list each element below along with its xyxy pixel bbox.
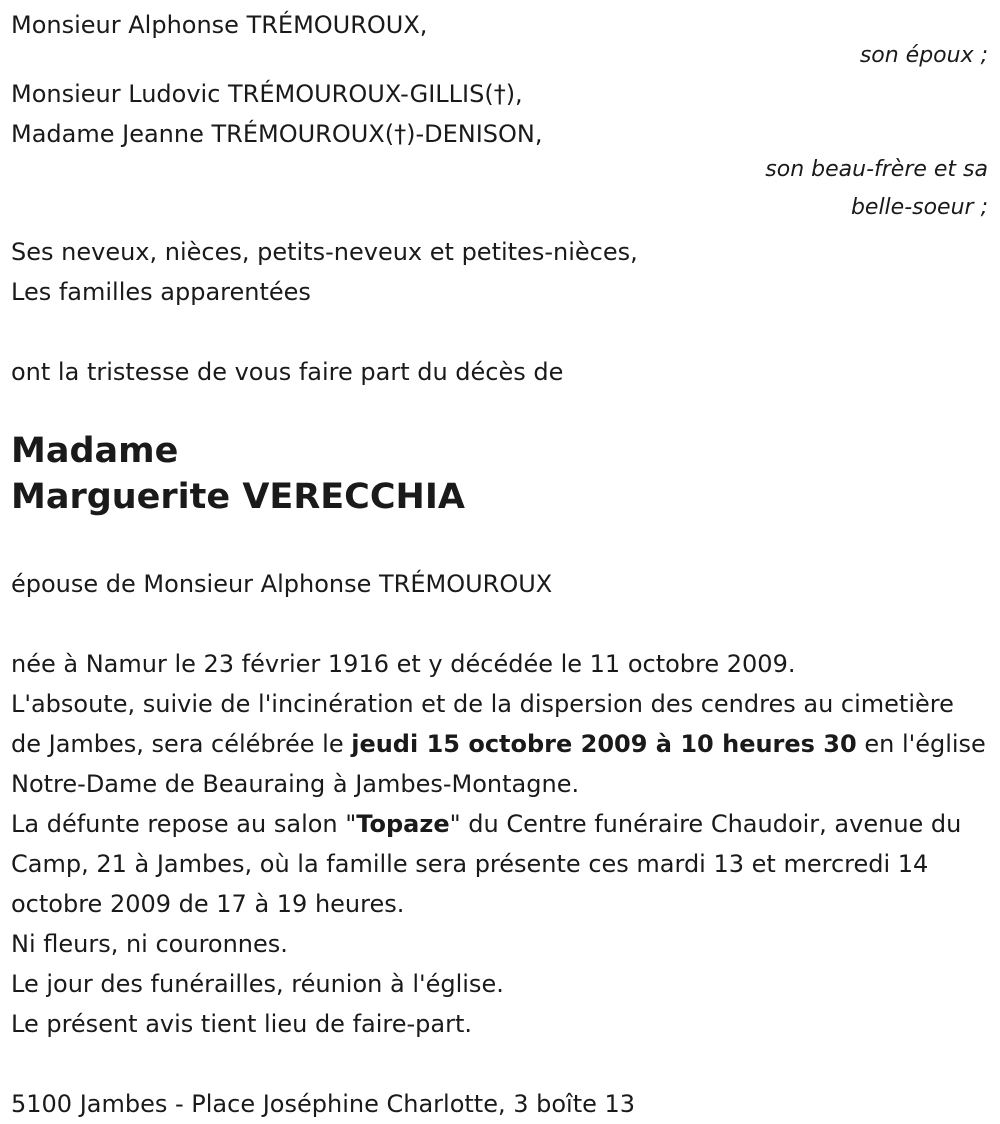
rest-paragraph (11, 804, 988, 924)
spouse-line: épouse de Monsieur Alphonse TRÉMOUROUX (11, 570, 553, 598)
inlaw-1: Monsieur Ludovic TRÉMOUROUX-GILLIS(†), (11, 80, 523, 108)
ceremony-paragraph (11, 684, 988, 804)
rest-salon: Topaze (356, 810, 450, 838)
deceased-title: Madame (11, 431, 179, 471)
relatives-line-1: Ses neveux, nièces, petits-neveux et petites-nièces, (11, 238, 638, 266)
address: 5100 Jambes - Place Joséphine Charlotte, 3 boîte 13 (11, 1090, 636, 1118)
ceremony-text-after: en l'église Notre-Dame de Beauraing à Jambes-Montagne. (11, 730, 986, 798)
deceased-name: Marguerite VERECCHIA (11, 477, 465, 517)
rest-text-after: " du Centre funéraire Chaudoir, avenue du Camp, 21 à Jambes, où la famille sera présente ces mardi 13 et mercredi 14 octobre 2009 de 17 à 19 heures. (11, 810, 962, 918)
notice-line: Le présent avis tient lieu de faire-part. (11, 1010, 473, 1038)
husband-role: son époux ; (859, 43, 988, 68)
meeting-line: Le jour des funérailles, réunion à l'église. (11, 970, 504, 998)
husband-name: Monsieur Alphonse TRÉMOUROUX, (11, 11, 428, 39)
flowers-line: Ni fleurs, ni couronnes. (11, 930, 288, 958)
rest-text-before: La défunte repose au salon " (11, 810, 357, 838)
inlaw-2: Madame Jeanne TRÉMOUROUX(†)-DENISON, (11, 120, 543, 148)
birth-death: née à Namur le 23 février 1916 et y décédée le 11 octobre 2009. (11, 650, 796, 678)
inlaw-role-2: belle-soeur ; (850, 195, 988, 220)
ceremony-text-before: L'absoute, suivie de l'incinération et de la dispersion des cendres au cimetière de Jambes, sera célébrée le (11, 690, 954, 758)
announcement: ont la tristesse de vous faire part du décès de (11, 358, 564, 386)
inlaw-role-1: son beau-frère et sa (765, 157, 988, 182)
ceremony-date: jeudi 15 octobre 2009 à 10 heures 30 (351, 730, 857, 758)
relatives-line-2: Les familles apparentées (11, 278, 311, 306)
